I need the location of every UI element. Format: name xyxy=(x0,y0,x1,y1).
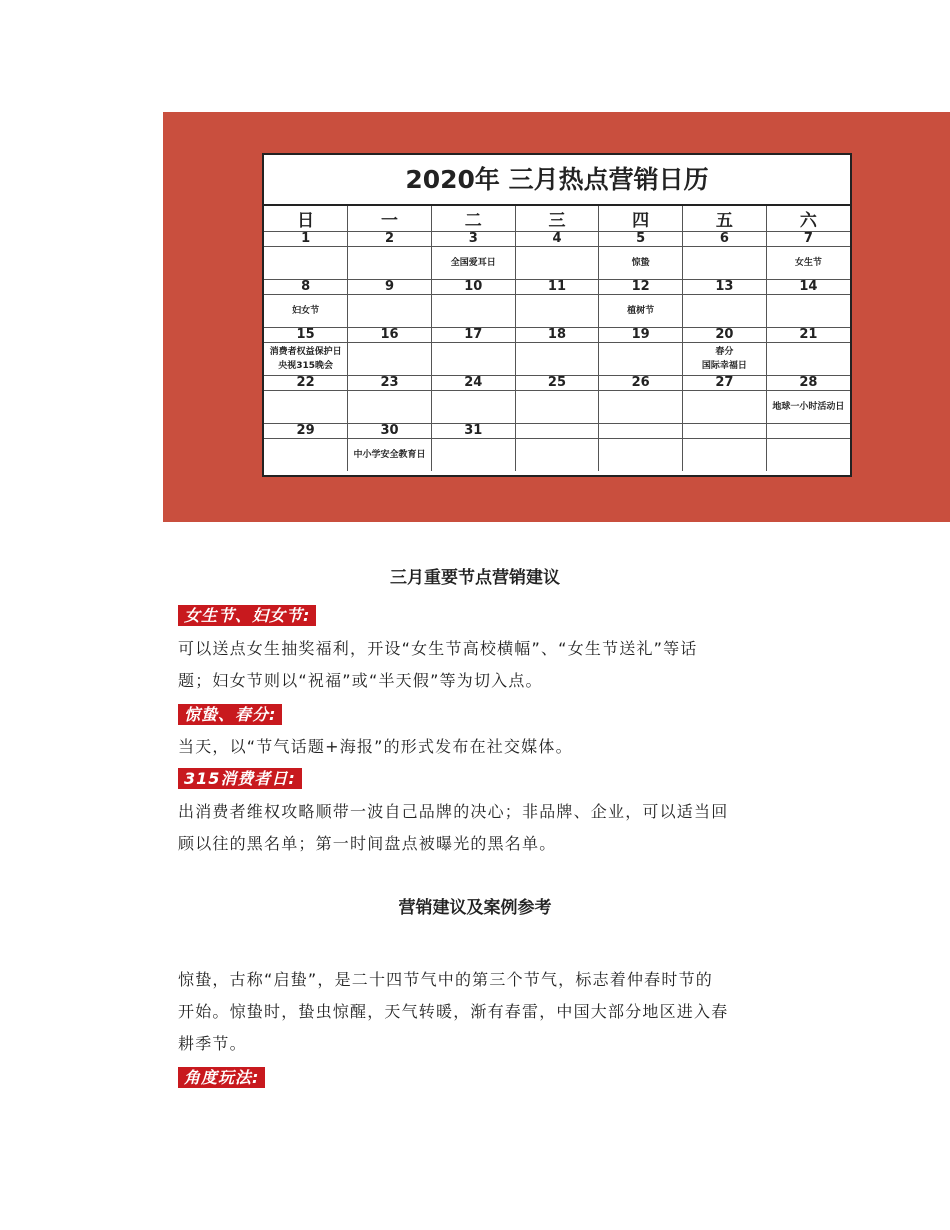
event-row xyxy=(264,343,850,376)
event-cell xyxy=(348,343,432,376)
text-line: 开始。惊蛰时，蛰虫惊醒，天气转暖，渐有春雷，中国大部分地区进入春 xyxy=(178,1002,729,1021)
event-cell xyxy=(766,295,850,328)
day-number: 22 xyxy=(264,376,348,391)
day-number: 20 xyxy=(683,328,767,343)
paragraph-jingzhe-chunfen xyxy=(178,731,778,763)
weekday-label: 五 xyxy=(683,206,767,232)
event-cell xyxy=(683,295,767,328)
text-line: 可以送点女生抽奖福利，开设“女生节高校横幅”、“女生节送礼”等话 xyxy=(178,639,698,658)
event-cell xyxy=(348,391,432,424)
event-cell xyxy=(264,247,348,280)
event-label: 妇女节 xyxy=(292,306,320,316)
day-number xyxy=(766,424,850,439)
day-number: 2 xyxy=(348,232,432,247)
day-number: 31 xyxy=(431,424,515,439)
event-label: 全国爱耳日 xyxy=(450,258,496,268)
day-number xyxy=(683,424,767,439)
section-heading-node-suggestions: 三月重要节点营销建议 xyxy=(390,568,560,588)
event-cell xyxy=(683,391,767,424)
day-number: 1 xyxy=(264,232,348,247)
event-row xyxy=(264,391,850,424)
event-cell xyxy=(264,439,348,472)
day-number: 9 xyxy=(348,280,432,295)
text-line: 题；妇女节则以“祝福”或“半天假”等为切入点。 xyxy=(178,671,543,690)
event-cell xyxy=(599,247,683,280)
event-row xyxy=(264,439,850,472)
event-cell xyxy=(515,343,599,376)
event-cell xyxy=(683,247,767,280)
weekday-label: 六 xyxy=(766,206,850,232)
event-cell xyxy=(348,439,432,472)
event-cell xyxy=(766,343,850,376)
event-cell xyxy=(348,295,432,328)
day-number: 15 xyxy=(264,328,348,343)
event-cell xyxy=(431,343,515,376)
tag-315-consumer-day: 315消费者日: xyxy=(178,768,302,789)
date-row xyxy=(264,232,850,247)
day-number: 13 xyxy=(683,280,767,295)
day-number: 23 xyxy=(348,376,432,391)
event-cell xyxy=(264,295,348,328)
event-cell xyxy=(599,295,683,328)
date-row xyxy=(264,280,850,295)
event-cell xyxy=(515,439,599,472)
day-number: 27 xyxy=(683,376,767,391)
weekday-label: 四 xyxy=(599,206,683,232)
event-row xyxy=(264,247,850,280)
weekday-label: 二 xyxy=(431,206,515,232)
day-number: 25 xyxy=(515,376,599,391)
event-label: 地球一小时活动日 xyxy=(772,402,845,412)
day-number: 17 xyxy=(431,328,515,343)
event-cell xyxy=(264,343,348,376)
event-cell xyxy=(431,247,515,280)
event-cell xyxy=(599,439,683,472)
event-label: 中小学安全教育日 xyxy=(353,450,426,460)
event-cell xyxy=(431,391,515,424)
section-heading-case-reference: 营销建议及案例参考 xyxy=(398,898,552,918)
day-number: 21 xyxy=(766,328,850,343)
day-number: 18 xyxy=(515,328,599,343)
event-cell xyxy=(431,295,515,328)
date-row xyxy=(264,328,850,343)
march-calendar xyxy=(262,153,852,477)
tag-angle-gameplay: 角度玩法: xyxy=(178,1067,265,1088)
event-cell xyxy=(766,391,850,424)
day-number xyxy=(515,424,599,439)
text-line: 耕季节。 xyxy=(178,1034,247,1053)
date-row xyxy=(264,376,850,391)
text-line: 顾以往的黑名单；第一时间盘点被曝光的黑名单。 xyxy=(178,834,557,853)
day-number: 5 xyxy=(599,232,683,247)
event-cell xyxy=(515,391,599,424)
calendar-title: 2020年 三月热点营销日历 xyxy=(264,155,850,206)
day-number: 8 xyxy=(264,280,348,295)
event-cell xyxy=(431,439,515,472)
event-row xyxy=(264,295,850,328)
day-number: 12 xyxy=(599,280,683,295)
day-number: 4 xyxy=(515,232,599,247)
event-cell xyxy=(264,391,348,424)
event-label: 女生节 xyxy=(794,258,822,268)
day-number xyxy=(599,424,683,439)
calendar-grid xyxy=(264,206,850,471)
weekday-label: 一 xyxy=(348,206,432,232)
event-label: 惊蛰 xyxy=(631,258,650,268)
day-number: 11 xyxy=(515,280,599,295)
weekday-label: 三 xyxy=(515,206,599,232)
date-row xyxy=(264,424,850,439)
tag-girls-womens-day: 女生节、妇女节: xyxy=(178,605,316,626)
paragraph-jingzhe-intro xyxy=(178,964,778,1060)
day-number: 3 xyxy=(431,232,515,247)
day-number: 19 xyxy=(599,328,683,343)
day-number: 30 xyxy=(348,424,432,439)
day-number: 29 xyxy=(264,424,348,439)
event-cell xyxy=(599,343,683,376)
paragraph-315-consumer-day xyxy=(178,796,778,860)
text-line: 惊蛰，古称“启蛰”，是二十四节气中的第三个节气，标志着仲春时节的 xyxy=(178,970,713,989)
day-number: 14 xyxy=(766,280,850,295)
tag-jingzhe-chunfen: 惊蛰、春分: xyxy=(178,704,282,725)
event-label: 央视315晚会 xyxy=(278,361,333,371)
event-label: 植树节 xyxy=(627,306,655,316)
event-label: 春分 xyxy=(715,347,734,357)
weekday-label: 日 xyxy=(264,206,348,232)
event-cell xyxy=(515,247,599,280)
event-cell xyxy=(599,391,683,424)
text-line: 当天，以“节气话题+海报”的形式发布在社交媒体。 xyxy=(178,737,573,756)
day-number: 16 xyxy=(348,328,432,343)
event-cell xyxy=(348,247,432,280)
day-number: 28 xyxy=(766,376,850,391)
day-number: 26 xyxy=(599,376,683,391)
paragraph-girls-womens-day xyxy=(178,633,778,697)
event-cell xyxy=(766,247,850,280)
event-cell xyxy=(683,439,767,472)
weekday-header-row xyxy=(264,206,850,232)
event-cell xyxy=(766,439,850,472)
text-line: 出消费者维权攻略顺带一波自己品牌的决心；非品牌、企业，可以适当回 xyxy=(178,802,729,821)
event-label: 国际幸福日 xyxy=(701,361,747,371)
event-label: 消费者权益保护日 xyxy=(269,347,342,357)
day-number: 24 xyxy=(431,376,515,391)
event-cell xyxy=(515,295,599,328)
day-number: 10 xyxy=(431,280,515,295)
event-cell xyxy=(683,343,767,376)
day-number: 7 xyxy=(766,232,850,247)
day-number: 6 xyxy=(683,232,767,247)
